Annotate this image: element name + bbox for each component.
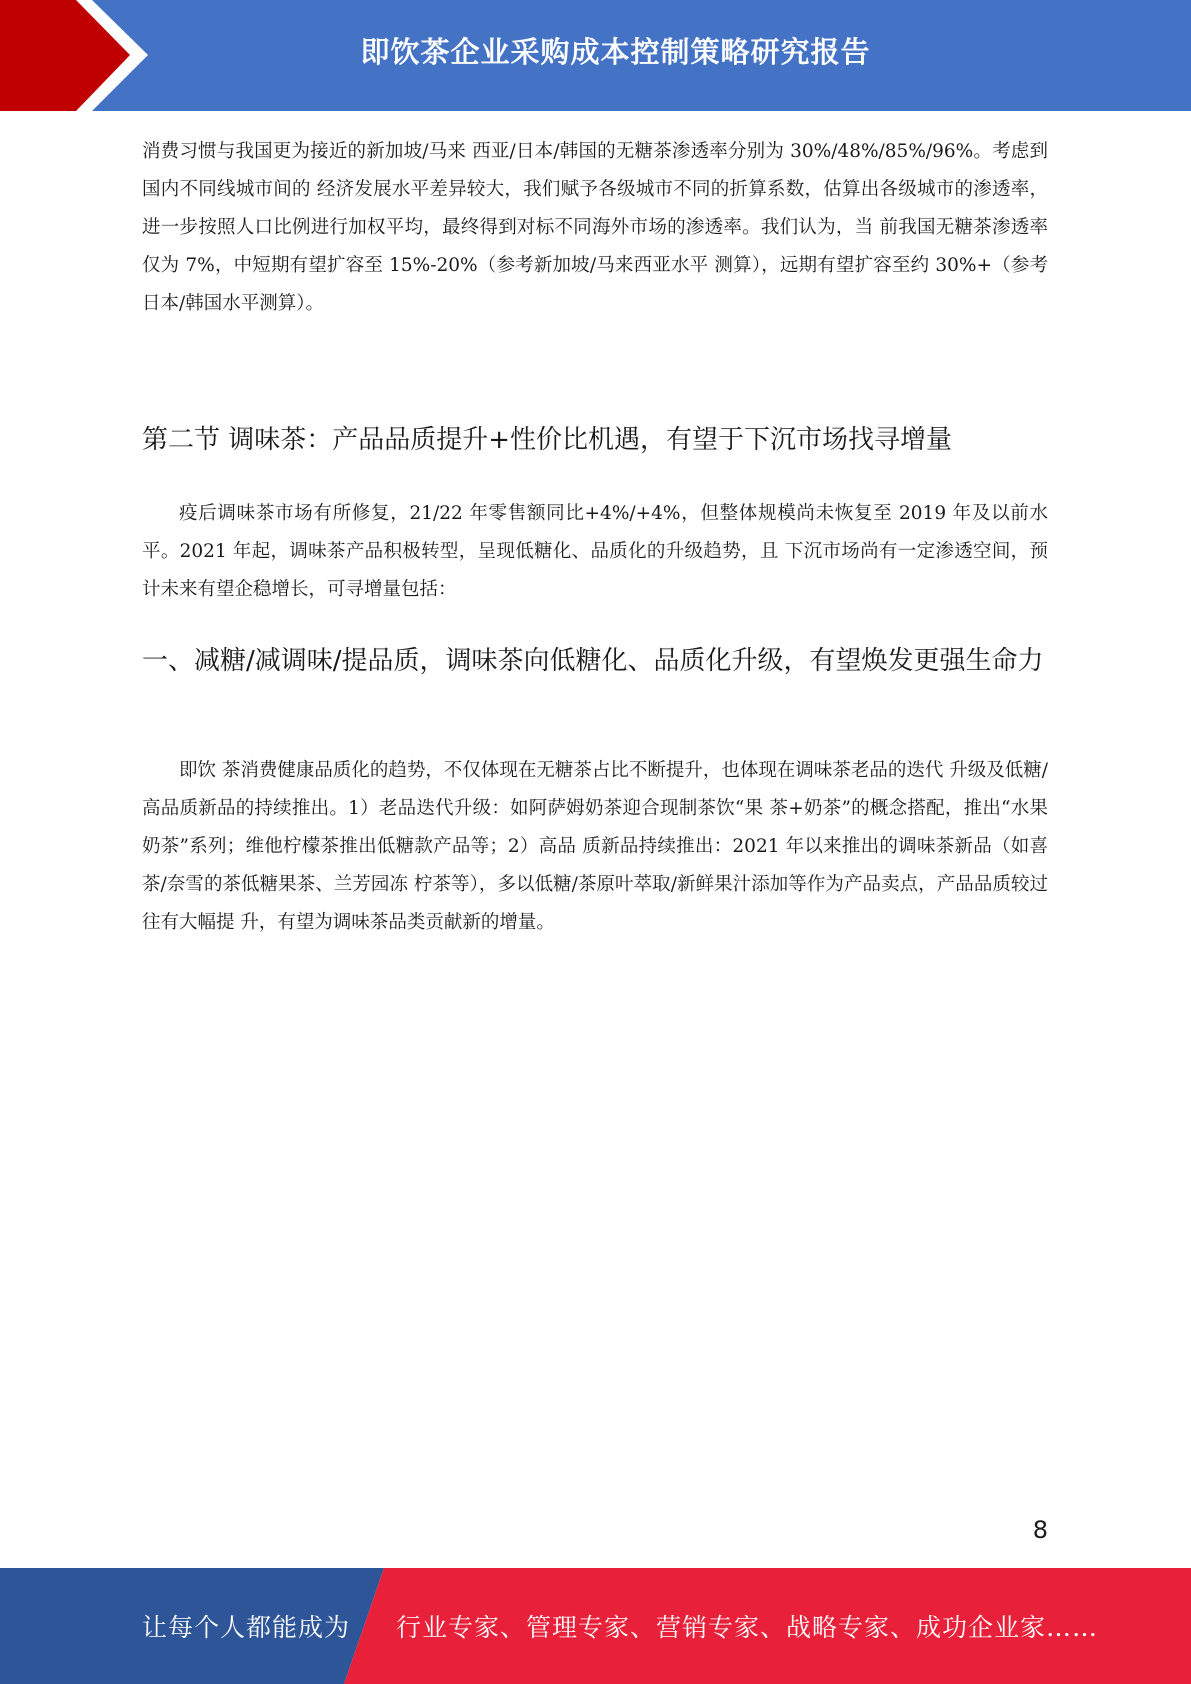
body-paragraph-2: 疫后调味茶市场有所修复，21/22 年零售额同比+4%/+4%，但整体规模尚未恢复至 2019 年及以前水平。2021 年起，调味茶产品积极转型，呈现低糖化、品质化的升级趋势，且 下沉市场尚有一定渗透空间，预计未来有望企稳增长，可寻增量包括： — [142, 503, 1048, 600]
header-title: 即饮茶企业采购成本控制策略研究报告 — [360, 34, 871, 69]
sub-heading: 一、减糖/减调味/提品质，调味茶向低糖化、品质化升级，有望焕发更强生命力 — [142, 646, 1044, 676]
header-arrow-red — [0, 0, 130, 111]
section-heading: 第二节 调味茶：产品品质提升+性价比机遇，有望于下沉市场找寻增量 — [142, 425, 953, 455]
footer-slogan-right: 行业专家、管理专家、营销专家、战略专家、成功企业家…… — [396, 1613, 1099, 1642]
body-paragraph-1: 消费习惯与我国更为接近的新加坡/马来 西亚/日本/韩国的无糖茶渗透率分别为 30%/48%/85%/96%。考虑到国内不同线城市间的 经济发展水平差异较大，我们赋予各级城市不同的折算系数，估算出各级城市的渗透率， 进一步按照人口比例进行加权平均，最终得到对标不同海外市场的渗透率。我们认为，当 前我国无糖茶渗透率仅为 7%，中短期有望扩容至 15%-20%（参考新加坡/马来西亚水平 测算），远期有望扩容至约 30%+（参考日本/韩国水平测算）。 — [142, 141, 1048, 314]
footer-slogan-left: 让每个人都能成为 — [142, 1613, 351, 1642]
page-number: 8 — [1032, 1516, 1048, 1544]
header-band — [0, 0, 1191, 111]
footer-band — [0, 1568, 1191, 1684]
body-paragraph-3: 即饮 茶消费健康品质化的趋势，不仅体现在无糖茶占比不断提升，也体现在调味茶老品的迭代 升级及低糖/高品质新品的持续推出。1）老品迭代升级：如阿萨姆奶茶迎合现制茶饮“果 茶+奶茶”的概念搭配，推出“水果奶茶”系列；维他柠檬茶推出低糖款产品等；2）高品 质新品持续推出：2021 年以来推出的调味茶新品（如喜茶/奈雪的茶低糖果茶、兰芳园冻 柠茶等），多以低糖/茶原叶萃取/新鲜果汁添加等作为产品卖点，产品品质较过往有大幅提 升，有望为调味茶品类贡献新的增量。 — [142, 760, 1048, 933]
